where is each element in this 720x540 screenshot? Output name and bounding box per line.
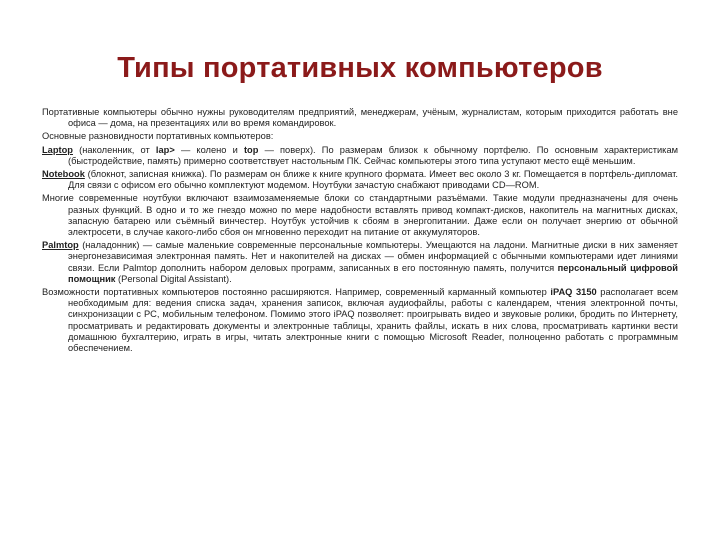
paragraph-modules: Многие современные ноутбуки включают взаимозаменяемые блоки со стандартными разъёмами. Такие модули предназначены для очень разных функций. В одно и то же гнездо можно по мере надобности вставлять привод компакт-дисков, накопитель на магнитных дисках, запасную батарею или съёмный винчестер. Ноутбук устойчив к сбоям в энергопитании. Даже если он получает энергию от обычной электросети, в случае какого-либо сбоя он мгновенно переходит на питание от аккумуляторов.: [42, 193, 678, 238]
capabilities-text-b: располагает всем необходимым для: ведения списка задач, хранения записок, включая аудиофайлы, работы с календарем, чтения электронной почты, синхронизации с PC, мобильным телефоном. Помимо этого iPAQ позволяет: проигрывать видео и звуковые ролики, бродить по Интернету, просматривать и редактировать документы и электронные таблицы, хранить файлы, искать в них слова, просматривать картинки вести домашнюю бухгалтерию, играть в игры, читать электронные книги с помощью Microsoft Reader, полноценно работать с программным обеспечением.: [68, 287, 678, 354]
laptop-text-c: — поверх). По размерам близок к обычному портфелю. По основным характеристикам (быстродействие, память) примерно соответствует настольным ПК. Сейчас компьютеры этого типа уступают место ещё меньшим.: [68, 144, 679, 166]
term-notebook: Notebook: [42, 169, 85, 180]
capabilities-ipaq-bold: iPAQ 3150: [550, 287, 597, 298]
slide-title: Типы портативных компьютеров: [117, 52, 603, 84]
palmtop-text-b: (Personal Digital Assistant).: [115, 273, 232, 284]
palmtop-pda-bold: персональный цифровой помощник: [68, 262, 679, 284]
slide-body: [42, 107, 678, 356]
capabilities-text-a: Возможности портативных компьютеров постоянно расширяются. Например, современный карманный компьютер: [42, 287, 551, 298]
paragraph-laptop: [42, 145, 678, 167]
laptop-text-a: (наколенник, от: [72, 144, 156, 155]
paragraph-types-heading: Основные разновидности портативных компьютеров:: [42, 131, 274, 142]
paragraph-notebook: [42, 169, 678, 191]
notebook-text: (блокнот, записная книжка). По размерам он ближе к книге крупного формата. Имеет вес около 3 кг. Помещается в портфель-дипломат. Для связи с офисом его обычно комплектуют модемом. Ноутбуки зачастую снабжают приводами CD—ROM.: [68, 169, 678, 191]
laptop-top-word: top: [243, 144, 259, 155]
laptop-lap-word: lap>: [155, 144, 175, 155]
paragraph-palmtop: [42, 240, 678, 285]
paragraph-intro: Портативные компьютеры обычно нужны руководителям предприятий, менеджерам, учёным, журналистам, которым приходится работать вне офиса — дома, на презентациях или во время командировок.: [42, 107, 678, 129]
paragraph-capabilities: [42, 287, 678, 354]
palmtop-text-a: (наладонник) — самые маленькие современные персональные компьютеры. Умещаются на ладони. Магнитные диски в них заменяет энергонезависимая электронная память. Нет и накопителей на дисках — обмен информацией с обычными компьютерами идет линиями связи. Если Palmtop дополнить набором деловых программ, записанных в его постоянную память, получится: [68, 240, 678, 273]
term-palmtop: Palmtop: [42, 240, 79, 251]
laptop-text-b: — колено и: [174, 144, 244, 155]
term-laptop: Laptop: [42, 144, 73, 155]
